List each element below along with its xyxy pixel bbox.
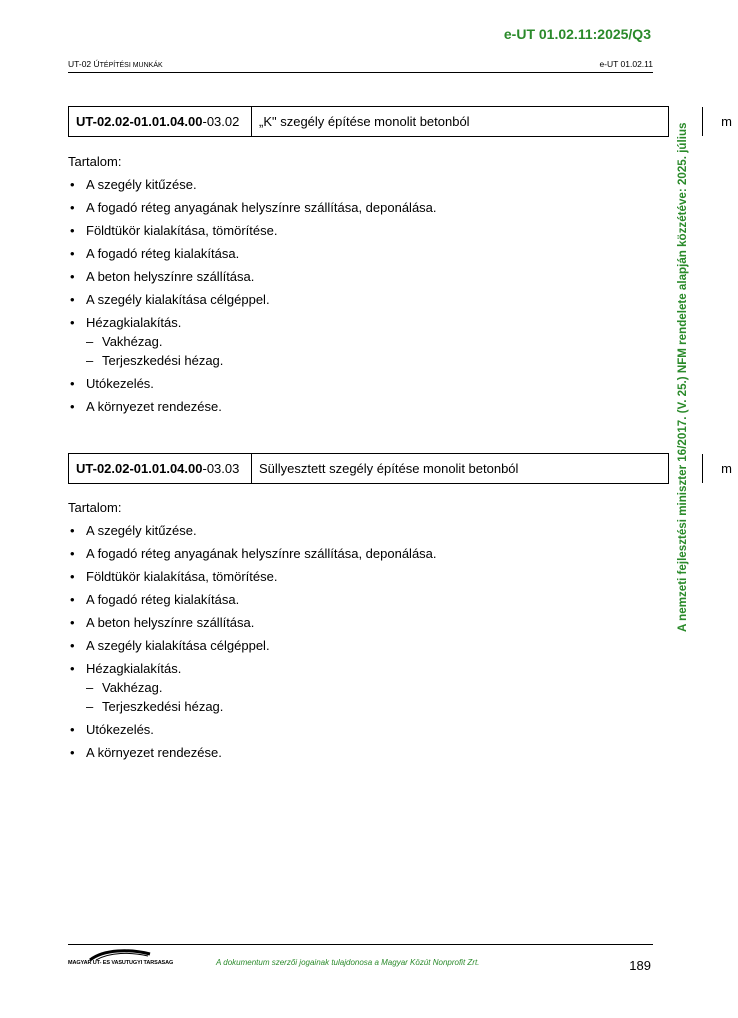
list-item-text: Földtükör kialakítása, tömörítése. — [86, 223, 278, 238]
item-code — [69, 107, 252, 136]
list-item-text: A fogadó réteg kialakítása. — [86, 592, 240, 607]
sub-list-item-text: Vakhézag. — [102, 334, 163, 349]
list-item — [68, 722, 653, 738]
bullet-dot-icon: • — [70, 615, 75, 630]
list-item-text: Utókezelés. — [86, 376, 154, 391]
bullet-dot-icon: • — [70, 638, 75, 653]
dash-icon: – — [86, 699, 94, 714]
item-unit: m — [721, 461, 732, 476]
page-number: 189 — [629, 958, 651, 973]
list-item — [68, 523, 653, 539]
list-item-text: Hézagkialakítás. — [86, 661, 182, 676]
item-content-1 — [68, 154, 653, 422]
list-item-text: A fogadó réteg kialakítása. — [86, 246, 240, 261]
step-list — [68, 523, 653, 761]
bullet-dot-icon: • — [70, 200, 75, 215]
bullet-dot-icon: • — [70, 569, 75, 584]
step-list — [68, 177, 653, 415]
sub-list-item — [86, 334, 653, 350]
bullet-dot-icon: • — [70, 315, 75, 330]
sub-step-list — [86, 680, 653, 715]
list-item — [68, 315, 653, 369]
dash-icon: – — [86, 334, 94, 349]
list-item — [68, 638, 653, 654]
running-header — [68, 59, 653, 73]
list-item-text: A környezet rendezése. — [86, 745, 222, 760]
list-item-text: A fogadó réteg anyagának helyszínre szállítása, deponálása. — [86, 546, 437, 561]
list-item — [68, 615, 653, 631]
list-item-text: A beton helyszínre szállítása. — [86, 269, 255, 284]
bullet-dot-icon: • — [70, 546, 75, 561]
bullet-dot-icon: • — [70, 376, 75, 391]
list-item — [68, 661, 653, 715]
list-item-text: A beton helyszínre szállítása. — [86, 615, 255, 630]
footer-copyright: A dokumentum szerzői jogainak tulajdonosa a Magyar Közút Nonprofit Zrt. — [216, 958, 480, 967]
bullet-dot-icon: • — [70, 661, 75, 676]
running-header-left-rest: TÉPÍTÉSI MUNKÁK — [99, 62, 163, 69]
content-label: Tartalom: — [68, 154, 122, 169]
dash-icon: – — [86, 680, 94, 695]
item-description: „K" szegély építése monolit betonból — [252, 107, 703, 136]
side-publication-note: A nemzeti fejlesztési miniszter 16/2017. (V. 25.) NFM rendelete alapján közzétéve: 2025. július — [676, 122, 689, 632]
bullet-dot-icon: • — [70, 177, 75, 192]
list-item-text: A szegély kialakítása célgéppel. — [86, 638, 270, 653]
list-item-text: A fogadó réteg anyagának helyszínre szállítása, deponálása. — [86, 200, 437, 215]
list-item — [68, 292, 653, 308]
item-code-suffix: -03.02 — [202, 114, 240, 129]
sub-list-item — [86, 353, 653, 369]
content-label: Tartalom: — [68, 500, 122, 515]
dash-icon: – — [86, 353, 94, 368]
footer-divider — [68, 944, 653, 945]
sub-list-item-text: Terjeszkedési hézag. — [102, 353, 224, 368]
item-content-2 — [68, 500, 653, 768]
item-table-1 — [68, 106, 732, 137]
list-item — [68, 745, 653, 761]
list-item-text: A szegély kitűzése. — [86, 177, 197, 192]
list-item-text: A szegély kialakítása célgéppel. — [86, 292, 270, 307]
item-code-bold: UT-02.02-01.01.04.00 — [76, 114, 203, 129]
item-unit: m — [721, 114, 732, 129]
list-item — [68, 546, 653, 562]
bullet-dot-icon: • — [70, 592, 75, 607]
sub-list-item — [86, 699, 653, 715]
list-item — [68, 269, 653, 285]
item-code-bold: UT-02.02-01.01.04.00 — [76, 461, 203, 476]
bullet-dot-icon: • — [70, 399, 75, 414]
running-header-left — [68, 59, 163, 69]
list-item — [68, 399, 653, 415]
item-code — [69, 454, 252, 483]
item-table-2 — [68, 453, 732, 484]
list-item — [68, 177, 653, 193]
bullet-dot-icon: • — [70, 246, 75, 261]
list-item-text: Földtükör kialakítása, tömörítése. — [86, 569, 278, 584]
sub-list-item — [86, 680, 653, 696]
list-item — [68, 569, 653, 585]
running-header-right: e-UT 01.02.11 — [599, 59, 653, 69]
bullet-dot-icon: • — [70, 722, 75, 737]
list-item — [68, 200, 653, 216]
bullet-dot-icon: • — [70, 223, 75, 238]
bullet-dot-icon: • — [70, 292, 75, 307]
footer-logo-text: MAGYAR UT- ES VASUTUGYI TARSASAG — [68, 960, 174, 966]
list-item — [68, 246, 653, 262]
list-item — [68, 592, 653, 608]
sub-step-list — [86, 334, 653, 369]
bullet-dot-icon: • — [70, 745, 75, 760]
running-header-left-first: UT-02 Ú — [68, 59, 100, 69]
bullet-dot-icon: • — [70, 523, 75, 538]
item-description: Süllyesztett szegély építése monolit betonból — [252, 454, 703, 483]
list-item — [68, 376, 653, 392]
sub-list-item-text: Terjeszkedési hézag. — [102, 699, 224, 714]
document-code: e-UT 01.02.11:2025/Q3 — [503, 26, 651, 42]
list-item-text: A környezet rendezése. — [86, 399, 222, 414]
item-code-suffix: -03.03 — [202, 461, 240, 476]
list-item-text: Hézagkialakítás. — [86, 315, 182, 330]
list-item — [68, 223, 653, 239]
list-item-text: Utókezelés. — [86, 722, 154, 737]
bullet-dot-icon: • — [70, 269, 75, 284]
sub-list-item-text: Vakhézag. — [102, 680, 163, 695]
list-item-text: A szegély kitűzése. — [86, 523, 197, 538]
footer-logo — [68, 949, 174, 969]
